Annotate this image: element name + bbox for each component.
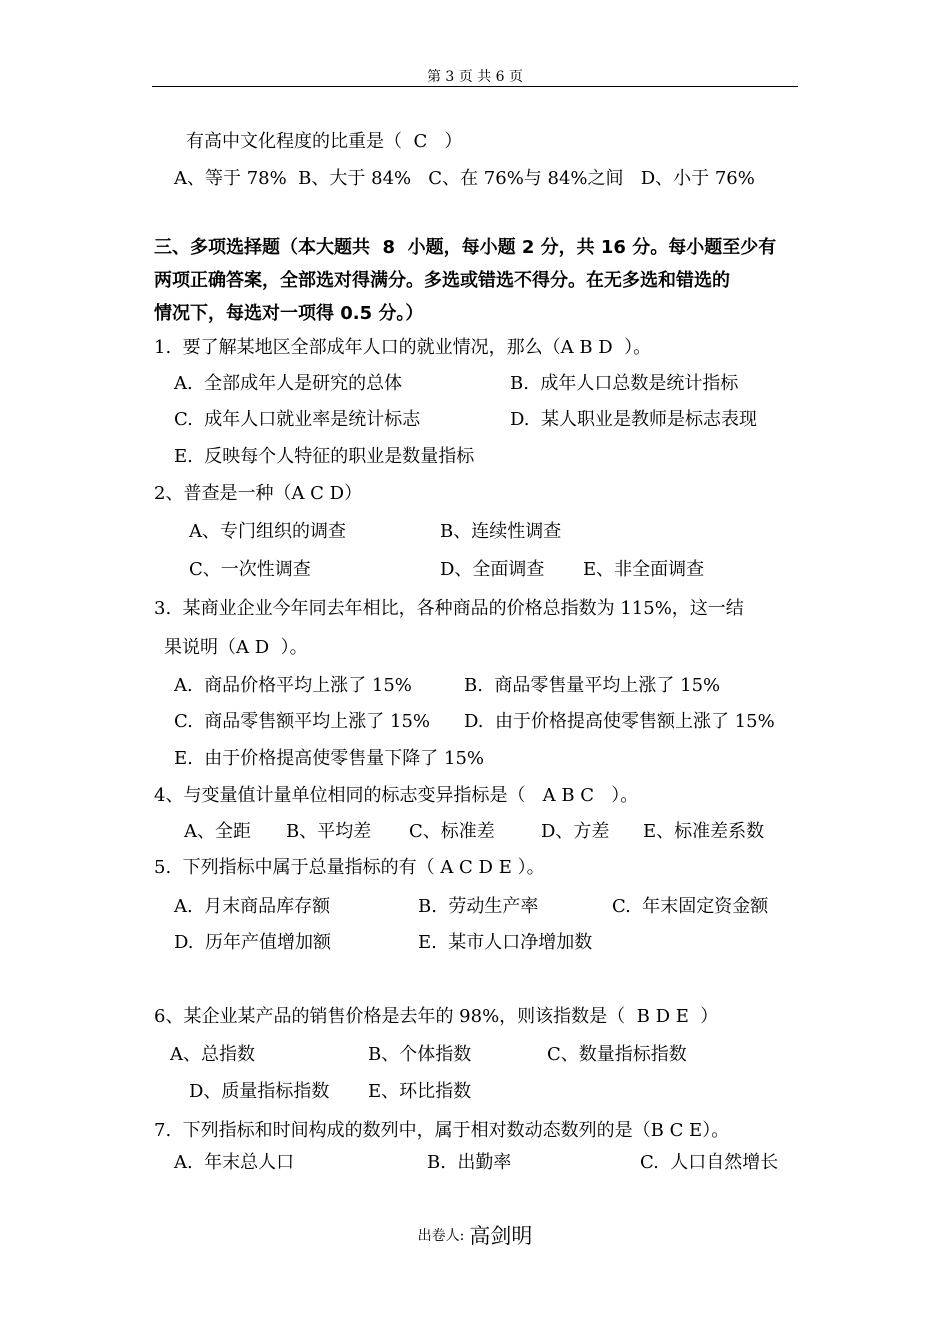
option: C. 年末固定资金额	[612, 896, 769, 917]
option: E. 反映每个人特征的职业是数量指标	[174, 446, 475, 467]
option: D、质量指标指数	[189, 1081, 330, 1102]
option: B、连续性调查	[440, 521, 562, 542]
option: C. 人口自然增长	[640, 1152, 779, 1173]
option: A. 商品价格平均上涨了 15%	[174, 675, 412, 696]
option: B. 商品零售量平均上涨了 15%	[464, 675, 721, 696]
option: B. 劳动生产率	[418, 896, 539, 917]
option: E. 某市人口净增加数	[418, 932, 593, 953]
option: E、非全面调查	[583, 559, 705, 580]
section-heading: 三、多项选择题（本大题共 8 小题，每小题 2 分，共 16 分。每小题至少有	[154, 237, 777, 258]
option: A. 月末商品库存额	[174, 896, 331, 917]
question-2: 2、普查是一种（A C D）	[154, 483, 363, 504]
option: C、标准差	[409, 821, 495, 842]
option: E、环比指数	[368, 1081, 472, 1102]
option: E、标准差系数	[643, 821, 765, 842]
option: E. 由于价格提高使零售量下降了 15%	[174, 748, 485, 769]
option: C. 成年人口就业率是统计标志	[174, 409, 421, 430]
option: A、总指数	[170, 1044, 255, 1065]
author-label: 出卷人:	[417, 1228, 465, 1244]
option: A. 年末总人口	[174, 1152, 295, 1173]
option: B. 出勤率	[427, 1152, 512, 1173]
page-footer	[0, 1220, 950, 1250]
question-5: 5. 下列指标中属于总量指标的有（ A C D E ）。	[154, 857, 545, 878]
header-rule	[152, 86, 798, 87]
option: B、个体指数	[368, 1044, 472, 1065]
option: D. 历年产值增加额	[174, 932, 331, 953]
question-1: 1. 要了解某地区全部成年人口的就业情况，那么（A B D ）。	[154, 337, 652, 358]
author-name: 高剑明	[469, 1224, 533, 1248]
page-header: 第 3 页 共 6 页	[426, 69, 524, 85]
question-6: 6、某企业某产品的销售价格是去年的 98%，则该指数是（ B D E ）	[154, 1006, 719, 1027]
question-options: A、等于 78% B、大于 84% C、在 76%与 84%之间 D、小于 76%	[174, 168, 755, 189]
option: A. 全部成年人是研究的总体	[174, 373, 403, 394]
option: C、一次性调查	[189, 559, 311, 580]
option: D、全面调查	[440, 559, 545, 580]
option: D、方差	[541, 821, 610, 842]
option: D. 由于价格提高使零售额上涨了 15%	[464, 711, 775, 732]
option: C. 商品零售额平均上涨了 15%	[174, 711, 431, 732]
question-7: 7. 下列指标和时间构成的数列中，属于相对数动态数列的是（B C E）。	[154, 1120, 730, 1141]
question-3: 3. 某商业企业今年同去年相比，各种商品的价格总指数为 115%，这一结	[154, 598, 744, 619]
section-heading-line2: 两项正确答案，全部选对得满分。多选或错选不得分。在无多选和错选的	[154, 270, 730, 291]
option: B. 成年人口总数是统计指标	[510, 373, 739, 394]
question-continuation: 有高中文化程度的比重是（ C ）	[186, 131, 463, 152]
section-heading-line3: 情况下，每选对一项得 0.5 分。）	[154, 303, 424, 324]
option: D. 某人职业是教师是标志表现	[510, 409, 757, 430]
option: A、专门组织的调查	[189, 521, 346, 542]
option: A、全距	[184, 821, 251, 842]
option: C、数量指标指数	[547, 1044, 687, 1065]
question-3-continuation: 果说明（A D ）。	[164, 637, 308, 658]
question-4: 4、与变量值计量单位相同的标志变异指标是（ A B C ）。	[154, 785, 639, 806]
option: B、平均差	[286, 821, 372, 842]
